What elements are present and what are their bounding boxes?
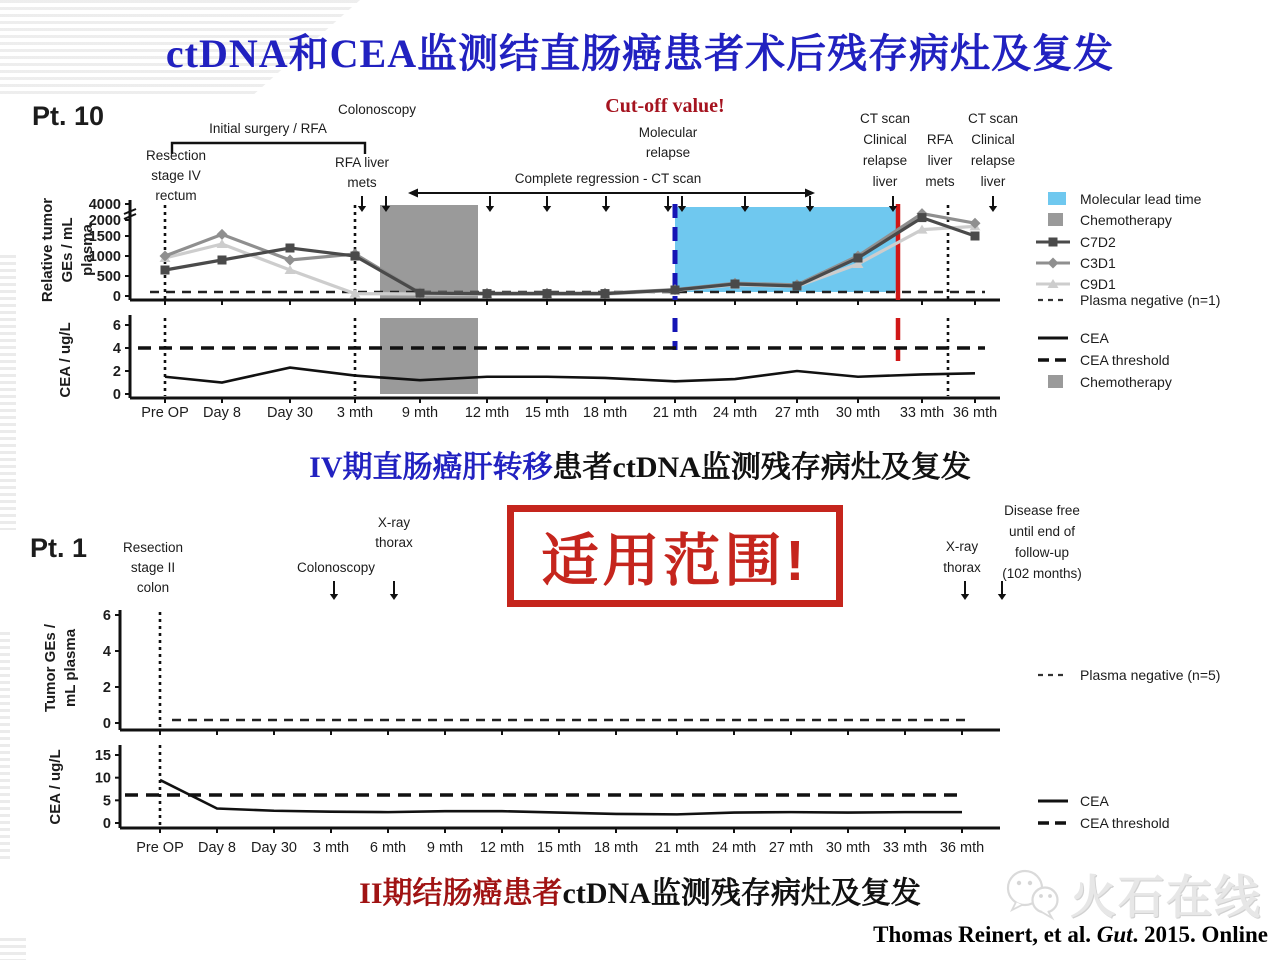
x-tick-label: 21 mth (654, 840, 700, 856)
x-tick-label: 18 mth (593, 840, 639, 856)
citation-authors: Thomas Reinert, et al. (873, 922, 1097, 947)
event-arrowhead-icon (486, 206, 494, 212)
y-tick-label: 4000 (88, 197, 121, 213)
series-marker-square (793, 282, 802, 291)
annotation-resection: rectum (155, 188, 197, 203)
annotation-xray-thorax-2: thorax (943, 560, 981, 575)
event-arrowhead-icon (998, 594, 1006, 600)
annotation-xray-thorax-2: X-ray (945, 539, 979, 554)
series-marker-square (671, 286, 680, 295)
legend-swatch-lead-time (1048, 192, 1066, 205)
series-marker-square (1049, 238, 1058, 247)
event-arrowhead-icon (664, 206, 672, 212)
annotation-resection: Resection (145, 148, 207, 163)
legend-swatch-chemo (1048, 213, 1063, 226)
cea-ylabel: CEA / ug/L (47, 749, 64, 825)
cea-line (160, 780, 962, 814)
x-tick-label: Day 8 (203, 405, 241, 421)
series-marker-square (731, 280, 740, 289)
annotation-rfa-liver-mets-2: mets (925, 174, 955, 189)
annotation-resection: Resection (122, 540, 184, 555)
watermark (998, 862, 1280, 926)
caption-pt1-highlight: II期结肠癌患者 (359, 877, 563, 910)
legend-label: CEA (1080, 330, 1109, 346)
x-tick-label: Day 8 (198, 840, 236, 856)
y-tick-label: 6 (102, 608, 111, 624)
annotation-rfa-liver-mets: RFA liver (334, 155, 390, 170)
y-tick-label: 2 (102, 680, 111, 696)
cea-line (165, 368, 975, 383)
x-tick-label: 18 mth (582, 405, 628, 421)
series-marker-diamond (285, 255, 296, 266)
molecular-lead-time-region (675, 207, 898, 292)
tumor-ylabel: plasma (79, 224, 96, 276)
tumor-ylabel: Relative tumor (39, 197, 56, 303)
y-tick-label: 4 (112, 341, 121, 357)
annotation-colonoscopy: Colonoscopy (296, 560, 376, 575)
x-tick-label: Pre OP (136, 840, 184, 856)
chemo-region-cea (380, 318, 478, 394)
annotation-molecular-relapse: relapse (645, 145, 691, 160)
event-arrowhead-icon (330, 594, 338, 600)
wechat-logo-icon (998, 864, 1070, 924)
y-tick-label: 1000 (88, 249, 121, 265)
citation-tail: . 2015. Online (1132, 922, 1268, 947)
x-tick-label: 36 mth (952, 405, 998, 421)
legend-label: Plasma negative (n=1) (1080, 292, 1221, 308)
series-marker-diamond (1048, 258, 1059, 269)
event-arrowhead-icon (602, 206, 610, 212)
annotation-colonoscopy: Colonoscopy (337, 102, 417, 117)
series-marker-square (918, 213, 927, 222)
x-tick-label: Day 30 (267, 405, 313, 421)
y-tick-label: 5 (102, 793, 111, 810)
x-tick-label: 27 mth (768, 840, 814, 856)
series-marker-square (483, 289, 492, 298)
legend-label: Chemotherapy (1080, 212, 1172, 228)
y-tick-label: 0 (112, 289, 121, 305)
x-tick-label: 9 mth (426, 840, 464, 856)
annotation-ct-scan-relapse-2: CT scan (967, 111, 1019, 126)
annotation-ct-scan-relapse-1: Clinical (863, 132, 907, 147)
series-marker-square (416, 289, 425, 298)
x-tick-label: 6 mth (369, 840, 407, 856)
annotation-ct-scan-relapse-2: relapse (970, 153, 1016, 168)
caption-pt10 (0, 442, 1280, 486)
tumor-ylabel: GEs / mL (59, 217, 76, 283)
x-tick-label: 30 mth (835, 405, 881, 421)
legend-label: C3D1 (1080, 255, 1116, 271)
annotation-rfa-liver-mets-2: RFA (926, 132, 954, 147)
legend-label: C7D2 (1080, 234, 1116, 250)
x-tick-label: 12 mth (479, 840, 525, 856)
panel-label-pt10: Pt. 10 (32, 101, 105, 131)
x-tick-label: Pre OP (141, 405, 189, 421)
annotation-cutoff-value: Cut-off value! (605, 95, 725, 117)
span-arrowhead-icon (408, 189, 418, 198)
y-tick-label: 4 (102, 644, 111, 660)
series-marker-square (161, 266, 170, 275)
series-marker-square (351, 252, 360, 261)
x-tick-label: 24 mth (712, 405, 758, 421)
annotation-ct-scan-relapse-1: CT scan (859, 111, 911, 126)
series-marker-square (218, 256, 227, 265)
y-tick-label: 15 (94, 748, 111, 764)
annotation-ct-scan-relapse-1: relapse (862, 153, 908, 168)
tumor-ylabel: mL plasma (62, 628, 79, 708)
annotation-complete-regression: Complete regression - CT scan (514, 171, 702, 186)
annotation-molecular-relapse: Molecular (638, 125, 698, 140)
legend-label: C9D1 (1080, 276, 1116, 292)
x-tick-label: 15 mth (536, 840, 582, 856)
x-tick-label: 21 mth (652, 405, 698, 421)
event-arrowhead-icon (961, 594, 969, 600)
annotation-xray-thorax: thorax (375, 535, 413, 550)
x-tick-label: Day 30 (251, 840, 297, 856)
y-tick-label: 10 (94, 770, 111, 787)
caption-pt10-highlight: IV期直肠癌肝转移 (309, 451, 553, 484)
tumor-ylabel: Tumor GEs / (42, 623, 59, 713)
legend-label: CEA threshold (1080, 352, 1170, 368)
x-tick-label: 3 mth (312, 840, 350, 856)
event-arrowhead-icon (358, 206, 366, 212)
annotation-disease-free: Disease free (1004, 503, 1080, 518)
x-tick-label: 30 mth (825, 840, 871, 856)
annotation-resection: colon (136, 580, 170, 595)
cea-ylabel: CEA / ug/L (57, 322, 74, 398)
series-marker-square (854, 254, 863, 263)
annotation-ct-scan-relapse-1: liver (872, 174, 898, 189)
x-tick-label: 33 mth (899, 405, 945, 421)
annotation-disease-free: follow-up (1014, 545, 1070, 560)
x-tick-label: 3 mth (336, 405, 374, 421)
series-marker-diamond (217, 229, 228, 240)
caption-pt1-rest: ctDNA监测残存病灶及复发 (562, 877, 921, 910)
citation-journal: Gut (1096, 922, 1133, 947)
legend-label: CEA threshold (1080, 815, 1170, 831)
series-marker-square (971, 232, 980, 241)
page-title: ctDNA和CEA监测结直肠癌患者术后残存病灶及复发 (165, 31, 1115, 76)
x-tick-label: 24 mth (711, 840, 757, 856)
annotation-ct-scan-relapse-2: liver (980, 174, 1006, 189)
x-tick-label: 12 mth (464, 405, 510, 421)
x-tick-label: 33 mth (882, 840, 928, 856)
watermark-text: 火石在线 (1070, 871, 1262, 923)
y-tick-label: 6 (112, 318, 121, 334)
annotation-ct-scan-relapse-2: Clinical (971, 132, 1015, 147)
y-tick-label: 500 (96, 269, 121, 285)
y-tick-label: 0 (102, 716, 111, 732)
annotation-resection: stage IV (151, 168, 201, 183)
y-tick-label: 0 (102, 816, 111, 832)
legend-label: Molecular lead time (1080, 191, 1202, 207)
annotation-disease-free: until end of (1008, 524, 1076, 539)
y-tick-label: 0 (112, 387, 121, 403)
event-arrowhead-icon (390, 594, 398, 600)
event-arrowhead-icon (989, 206, 997, 212)
series-marker-square (286, 244, 295, 253)
event-arrowhead-icon (543, 206, 551, 212)
annotation-resection: stage II (130, 560, 176, 575)
y-tick-label: 2 (112, 364, 121, 380)
panel-label-pt1: Pt. 1 (30, 533, 88, 563)
chemo-region-tumor (380, 205, 478, 300)
annotation-rfa-liver-mets: mets (347, 175, 377, 190)
caption-pt10-rest: 患者ctDNA监测残存病灶及复发 (552, 451, 971, 484)
series-marker-square (601, 289, 610, 298)
legend-label: Chemotherapy (1080, 374, 1172, 390)
x-tick-label: 36 mth (939, 840, 985, 856)
annotation-disease-free: (102 months) (1002, 566, 1082, 581)
legend-swatch-chemo (1048, 375, 1063, 388)
annotation-rfa-liver-mets-2: liver (927, 153, 953, 168)
applicable-scope-stamp: 适用范围! (507, 505, 843, 607)
legend-label: CEA (1080, 793, 1109, 809)
legend-label: Plasma negative (n=5) (1080, 667, 1221, 683)
series-marker-square (543, 289, 552, 298)
y-tick-label: 2000 (88, 213, 121, 229)
x-tick-label: 9 mth (401, 405, 439, 421)
annotation-initial-surgery: Initial surgery / RFA (209, 121, 327, 136)
x-tick-label: 27 mth (774, 405, 820, 421)
annotation-xray-thorax: X-ray (377, 515, 411, 530)
x-tick-label: 15 mth (524, 405, 570, 421)
y-tick-label: 1500 (88, 229, 121, 245)
